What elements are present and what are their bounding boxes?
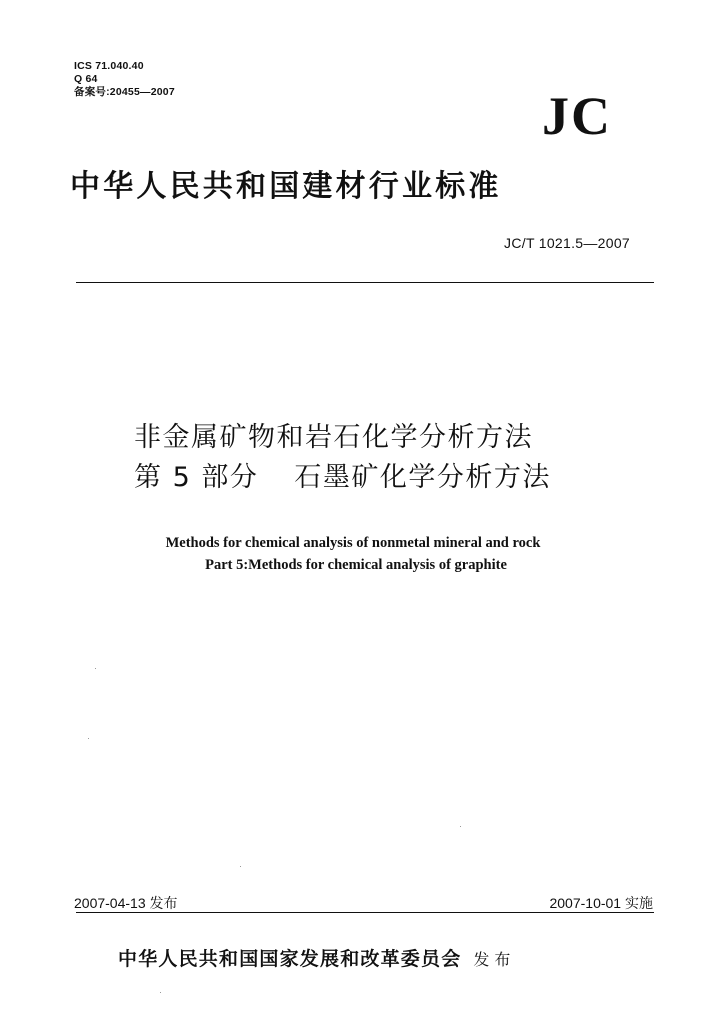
scan-speck xyxy=(95,668,96,669)
record-number: 备案号:20455—2007 xyxy=(74,86,175,98)
chinese-title-subtitle: 石墨矿化学分析方法 xyxy=(294,462,551,493)
chinese-title xyxy=(0,418,712,498)
english-title xyxy=(0,532,712,576)
publisher-action: 发布 xyxy=(473,950,516,969)
bottom-divider xyxy=(76,912,654,913)
jc-logo: JC xyxy=(542,86,612,146)
top-divider xyxy=(76,282,654,283)
scan-speck xyxy=(88,738,89,739)
scan-speck xyxy=(160,992,161,993)
standard-code: JC/T 1021.5—2007 xyxy=(504,235,630,251)
ccs-code: Q 64 xyxy=(74,73,98,85)
scan-speck xyxy=(240,866,241,867)
ics-code: ICS 71.040.40 xyxy=(74,60,144,72)
issue-date: 2007-04-13 发布 xyxy=(74,895,178,911)
publisher-line xyxy=(118,944,515,971)
scan-speck xyxy=(460,826,461,827)
implementation-date: 2007-10-01 实施 xyxy=(549,895,653,911)
publisher-name: 中华人民共和国国家发展和改革委员会 xyxy=(118,948,462,970)
english-title-line1: Methods for chemical analysis of nonmetal mineral and rock xyxy=(165,535,541,551)
english-title-line2: Part 5:Methods for chemical analysis of graphite xyxy=(205,557,507,573)
standard-header-title: 中华人民共和国建材行业标准 xyxy=(70,169,502,204)
chinese-title-line2 xyxy=(0,458,712,498)
chinese-title-line1: 非金属矿物和岩石化学分析方法 xyxy=(134,422,533,453)
chinese-title-part: 第 5 部分 xyxy=(134,462,259,493)
